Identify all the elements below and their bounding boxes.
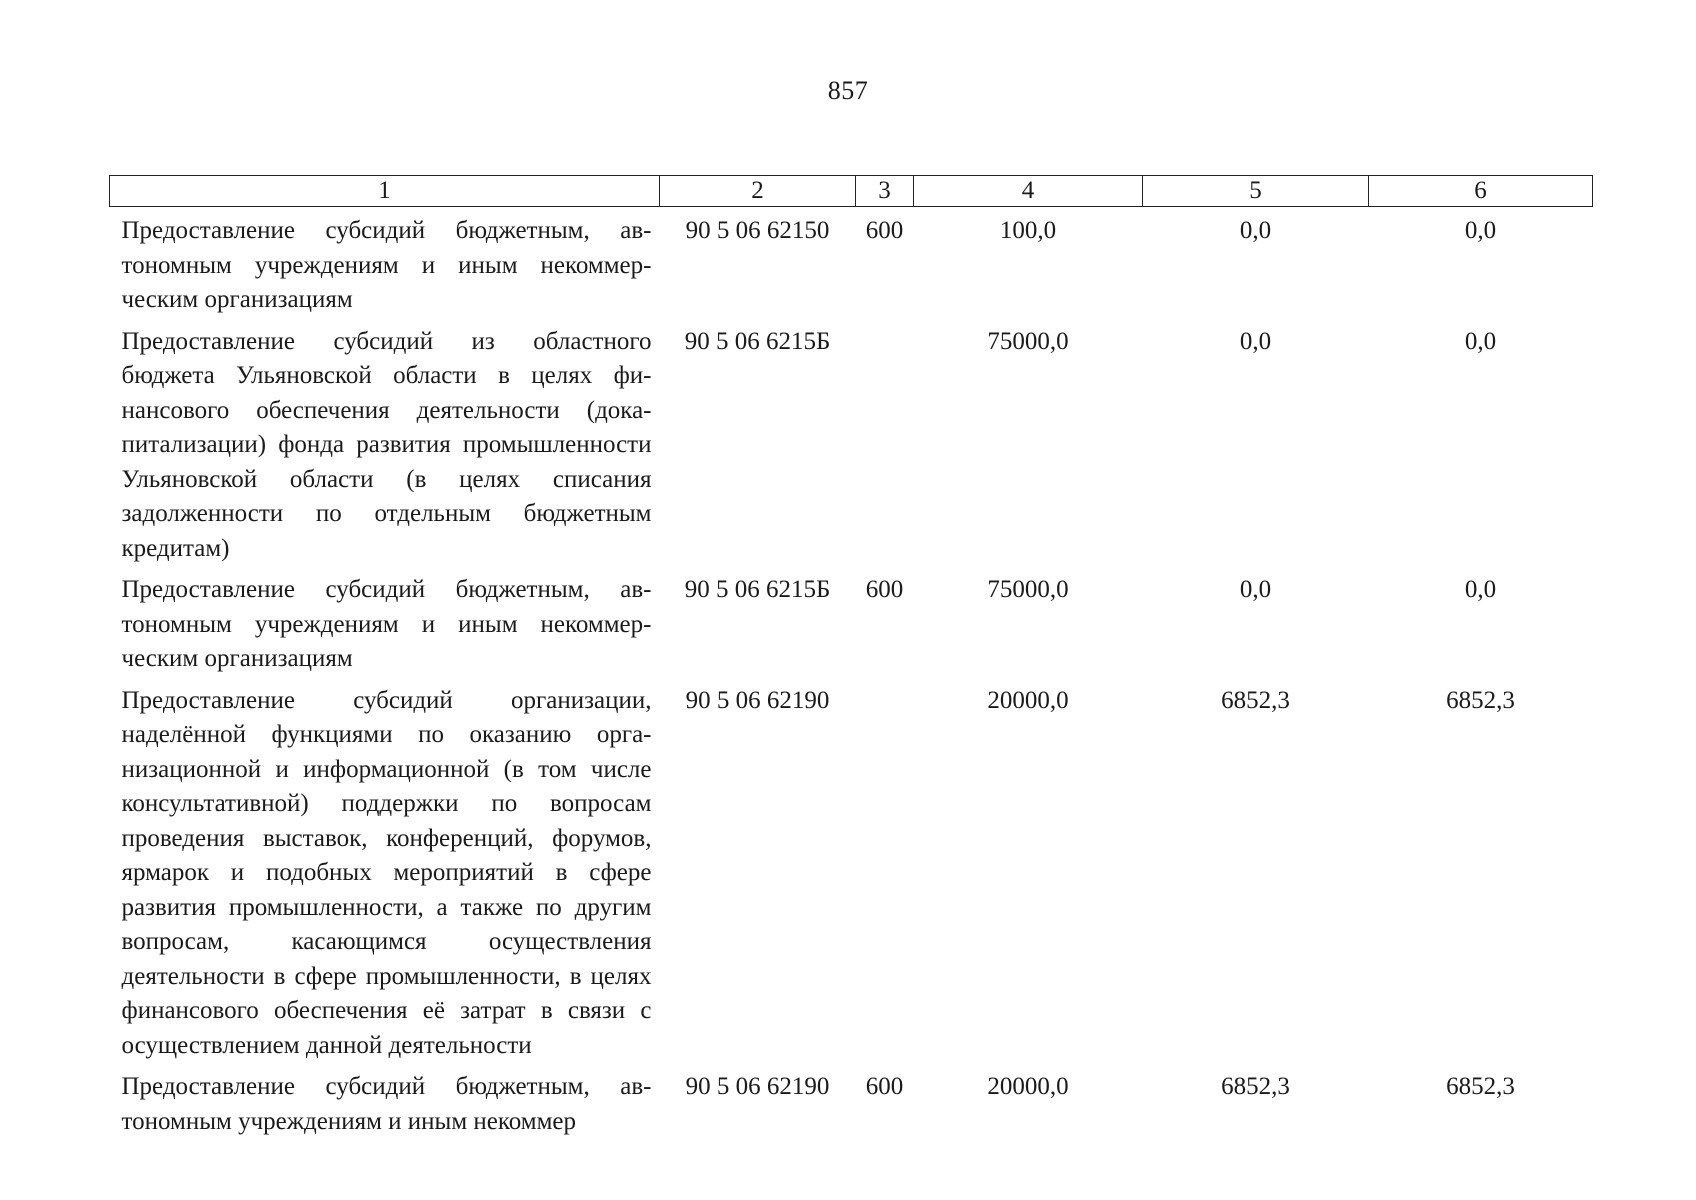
row-code: 90 5 06 62190 <box>685 686 830 714</box>
row-description: Предоставление субсидий из областного бюджета Ульяновской области в целях финансового обеспечения деятельности (докапитализации) фонда развития промышленности Ульяновской области (в целях списания задолженности по отдельным бюджетным кредитам) <box>121 327 652 562</box>
table-row <box>110 566 1593 677</box>
row-value-col4: 100,0 <box>999 217 1057 244</box>
row-code: 90 5 06 62150 <box>685 217 830 244</box>
row-value-col5: 0,0 <box>1239 327 1272 355</box>
table-row <box>110 677 1593 1064</box>
column-header-6: 6 <box>1369 176 1593 207</box>
row-code: 90 5 06 6215Б <box>684 576 831 603</box>
row-value-col6: 6852,3 <box>1446 1073 1515 1100</box>
row-value-col6: 0,0 <box>1464 576 1497 603</box>
row-type <box>856 677 914 1064</box>
row-code: 90 5 06 62190 <box>685 1073 830 1100</box>
column-header-2: 2 <box>660 176 856 207</box>
column-header-1: 1 <box>110 176 660 207</box>
row-type <box>856 318 914 567</box>
row-description: Предоставление субсидий бюджетным, автономным учреждениям и иным некоммерческим организациям <box>121 217 652 313</box>
row-description: Предоставление субсидий бюджетным, автономным учреждениям и иным некоммер <box>121 1073 652 1135</box>
row-type: 600 <box>865 576 904 603</box>
page-number: 857 <box>827 76 869 105</box>
row-value-col4: 20000,0 <box>987 686 1069 714</box>
row-description: Предоставление субсидий организации, наделённой функциями по оказанию организационной и информационной (в том числе консультативной) поддержки по вопросам проведения выставок, конференций, форумов, ярмарок и подобных мероприятий в сфере развития промышленности, а также по другим вопросам, касающимся осуществления деятельности в сфере промышленности, в целях финансового обеспечения её затрат в связи с осуществлением данной деятельности <box>121 686 652 1059</box>
row-code: 90 5 06 6215Б <box>684 327 831 355</box>
row-type: 600 <box>865 217 904 244</box>
column-header-5: 5 <box>1143 176 1369 207</box>
row-value-col4: 20000,0 <box>987 1073 1069 1100</box>
row-value-col5: 0,0 <box>1239 576 1272 603</box>
row-value-col6: 6852,3 <box>1446 686 1515 714</box>
table-row <box>110 207 1593 318</box>
table-row <box>110 318 1593 567</box>
row-value-col4: 75000,0 <box>987 576 1069 603</box>
row-value-col5: 6852,3 <box>1221 1073 1290 1100</box>
column-header-3: 3 <box>856 176 914 207</box>
row-description: Предоставление субсидий бюджетным, автономным учреждениям и иным некоммерческим организациям <box>121 576 652 672</box>
row-value-col5: 0,0 <box>1239 217 1272 244</box>
row-value-col5: 6852,3 <box>1221 686 1290 714</box>
row-type: 600 <box>865 1073 904 1100</box>
row-value-col6: 0,0 <box>1464 327 1497 355</box>
row-value-col4: 75000,0 <box>987 327 1069 355</box>
budget-table <box>109 175 1593 1146</box>
table-row <box>110 1063 1593 1146</box>
row-value-col6: 0,0 <box>1464 217 1497 244</box>
column-header-4: 4 <box>914 176 1143 207</box>
table-header-row <box>110 176 1593 207</box>
